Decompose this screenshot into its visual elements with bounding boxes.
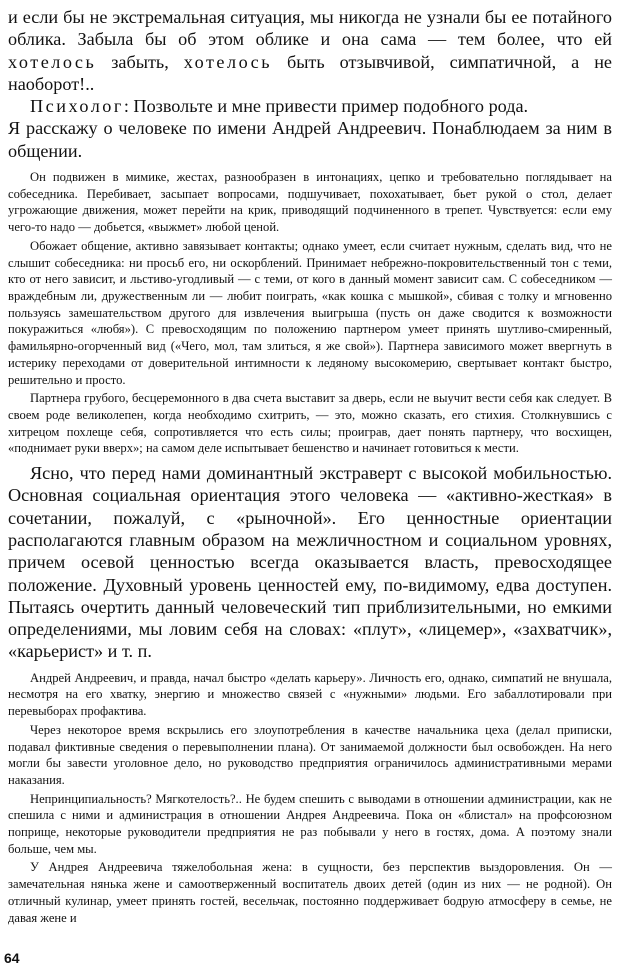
story-paragraph-2: Через некоторое время вскрылись его злоупотребления в качестве начальника цеха (делал приписки, подавал фиктивные сведения о перевыполнении плана). От занимаемой должности был освобожден. На него могли бы завести уголовное дело, но руководство предприятия ограничилось административными мерами наказания. bbox=[8, 722, 612, 787]
page-number: 64 bbox=[4, 950, 20, 966]
description-paragraph-2: Обожает общение, активно завязывает контакты; однако умеет, если считает нужным, сделать вид, что не слышит собеседника: ни просьб его, ни оскорблений. Принимает небрежно-покровительственный тон с теми, кто от него зависит, и льстиво-угодливый — с теми, от кого в данный момент зависит сам. С собеседником — враждебным ли, дружественным ли — любит поиграть, «как кошка с мышкой», сбивая с толку и мгновенно пользуясь замешательством другого для извлечения выигрыша (пусть он даже сводится к возможности покуражиться «любя»). С превосходящим по положению партнером умеет принять шутливо-смиренный, фамильярно-огорченный вид («Чего, мол, там злиться, я же свой»). Партнера зависимого может ввергнуть в истерику переходами от доверительной интимности к ледяному высокомерию, свертывает контакт быстро, решительно и просто. bbox=[8, 238, 612, 387]
psychologist-speaker: Психолог bbox=[30, 96, 124, 117]
opening-emphasis-2: хотелось bbox=[183, 51, 272, 72]
story-paragraph-4: У Андрея Андреевича тяжелобольная жена: в сущности, без перспектив выздоровления. Он — замечательная нянька жене и самоотверженный воспитатель двоих детей (один из них — не родной). Он отличный кулинар, умеет принять гостей, весельчак, постоянно поддерживает бодрую атмосферу в семье, не давая жене и bbox=[8, 860, 612, 925]
opening-emphasis-1: хотелось bbox=[8, 51, 97, 72]
story-paragraph-3: Непринципиальность? Мягкотелость?.. Не будем спешить с выводами в отношении администрации, как не спешила с ними и администрация в отношении Андрея Андреевича. Пока он «блистал» на профсоюзном поприще, некоторые руководители предприятия не раз побывали у него в гостях, дома. А поэтому знали больше, чем мы. bbox=[8, 791, 612, 856]
opening-text-start: и если бы не экстремальная ситуация, мы никогда не узнали бы ее потайного облика. Забыла бы об этом облике и она сама — тем более, что ей bbox=[8, 7, 612, 50]
psychologist-line-1: : Позвольте и мне привести пример подобного рода. bbox=[123, 96, 529, 117]
opening-text-end: быть отзывчивой, симпатичной, а не наоборот!.. bbox=[8, 51, 613, 94]
analysis-paragraph: Ясно, что перед нами доминантный экстраверт с высокой мобильностью. Основная социальная ориентация этого человека — «активно-жесткая» в сочетании, пожалуй, с «рыночной». Его ценностные ориентации располагаются главным образом на межличностном и социальном уровнях, причем осевой ценностью всегда оказывается власть, превосходящее положение. Духовный уровень ценностей ему, по-видимому, едва доступен. Пытаясь очертить данный человеческий тип приблизительными, но емкими определениями, мы ловим себя на словах: «плут», «лицемер», «захватчик», «карьерист» и т. п. bbox=[8, 463, 612, 662]
opening-text-between: забыть, bbox=[96, 51, 184, 72]
description-paragraph-1: Он подвижен в мимике, жестах, разнообразен в интонациях, цепко и требовательно поглядывает на собеседника. Перебивает, засыпает вопросами, подшучивает, похохатывает, бьет рукой о стол, делает угрожающие движения, может перейти на крик, приводящий подчиненного в трепет. Чувствуется: если ему чего-то надо — добьется, «выжмет» любой ценой. bbox=[8, 170, 612, 235]
story-paragraph-1: Андрей Андреевич, и правда, начал быстро «делать карьеру». Личность его, однако, симпатий не внушала, несмотря на его хватку, энергию и множество связей с «нужными» людьми. Его забаллотировали при перевыборах профактива. bbox=[8, 670, 612, 719]
opening-paragraph bbox=[8, 6, 612, 95]
description-paragraph-3: Партнера грубого, бесцеремонного в два счета выставит за дверь, если не выучит вести себя как следует. В своем роде великолепен, когда необходимо схитрить, — это, можно сказать, его стихия. Столкнувшись с хитрецом похлеще себя, сопротивляется что есть силы; проиграв, дает понять партнеру, что восхищен, «поднимает руки вверх»; на самом деле испытывает бешенство и начинает готовиться к мести. bbox=[8, 391, 612, 456]
psychologist-paragraph bbox=[8, 95, 612, 117]
psychologist-line-2: Я расскажу о человеке по имени Андрей Андреевич. Понаблюдаем за ним в общении. bbox=[8, 118, 612, 161]
